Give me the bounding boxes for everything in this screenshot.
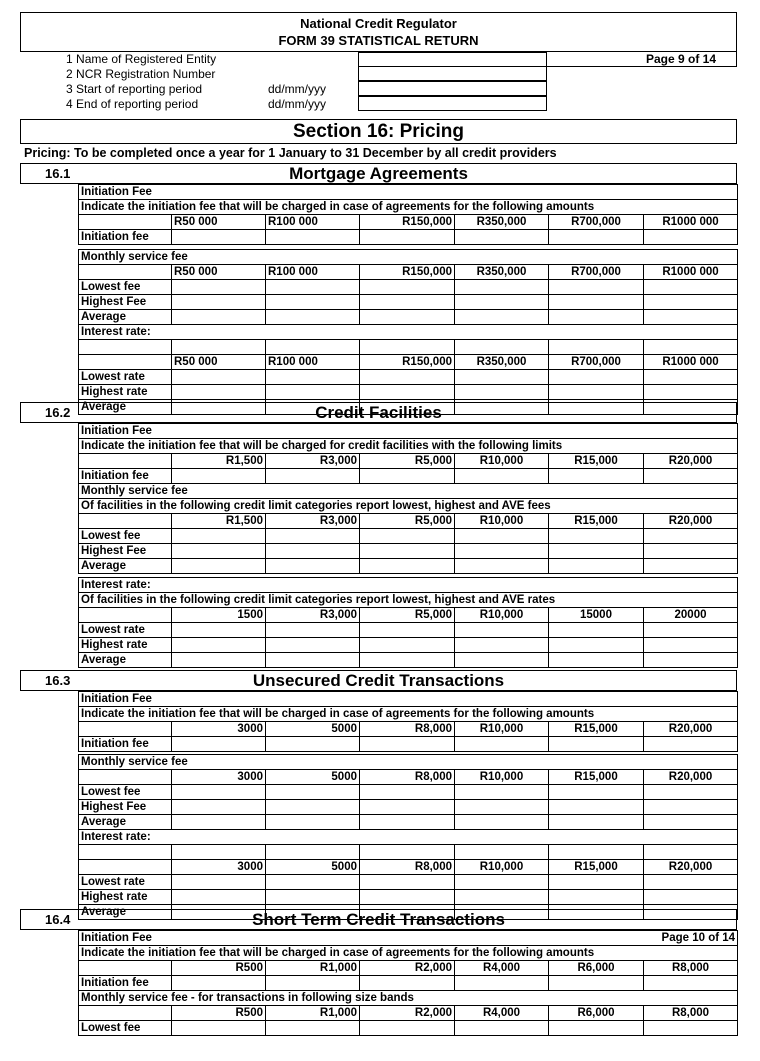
input-cell[interactable] xyxy=(172,230,266,245)
row-label: Average xyxy=(79,905,172,920)
input-cell[interactable] xyxy=(549,800,644,815)
input-cell[interactable] xyxy=(172,1021,266,1036)
input-cell[interactable] xyxy=(360,295,455,310)
input-cell[interactable] xyxy=(455,385,549,400)
col-header: R20,000 xyxy=(644,770,738,785)
col-header: 3000 xyxy=(172,860,266,875)
col-header: R15,000 xyxy=(549,722,644,737)
col-header: 1500 xyxy=(172,608,266,623)
col-header: R5,000 xyxy=(360,514,455,529)
input-cell[interactable] xyxy=(455,529,549,544)
col-header: R8,000 xyxy=(644,961,738,976)
subsection-number: 16.1 xyxy=(45,166,71,181)
input-cell[interactable] xyxy=(549,280,644,295)
row-label: Lowest fee xyxy=(79,280,172,295)
input-cell[interactable] xyxy=(172,544,266,559)
input-cell[interactable] xyxy=(455,875,549,890)
subsection-title: Short Term Credit Transactions xyxy=(252,910,505,929)
input-cell[interactable] xyxy=(360,310,455,325)
init-fee-heading: Initiation Fee xyxy=(79,692,738,707)
input-cell[interactable] xyxy=(172,737,266,752)
input-cell[interactable] xyxy=(360,737,455,752)
input-cell[interactable] xyxy=(549,310,644,325)
input-cell[interactable] xyxy=(549,295,644,310)
input-cell[interactable] xyxy=(172,280,266,295)
input-cell[interactable] xyxy=(549,559,644,574)
subsection-title: Mortgage Agreements xyxy=(289,164,468,183)
start-period-field[interactable] xyxy=(358,81,547,96)
input-cell[interactable] xyxy=(455,653,549,668)
input-cell[interactable] xyxy=(455,815,549,830)
input-cell[interactable] xyxy=(266,875,360,890)
input-cell[interactable] xyxy=(266,1021,360,1036)
page-number-top xyxy=(547,52,737,67)
input-cell[interactable] xyxy=(455,785,549,800)
col-header: 5000 xyxy=(266,722,360,737)
interest-heading: Interest rate: xyxy=(79,578,738,593)
row-label: Average xyxy=(79,815,172,830)
col-header: R8,000 xyxy=(360,770,455,785)
input-cell[interactable] xyxy=(172,653,266,668)
col-header: 5000 xyxy=(266,770,360,785)
input-cell[interactable] xyxy=(172,890,266,905)
input-cell[interactable] xyxy=(360,800,455,815)
input-cell[interactable] xyxy=(549,653,644,668)
row-label: Average xyxy=(79,653,172,668)
input-cell[interactable] xyxy=(266,800,360,815)
input-cell[interactable] xyxy=(172,295,266,310)
row-label: Lowest fee xyxy=(79,1021,172,1036)
input-cell[interactable] xyxy=(360,890,455,905)
col-header: R150,000 xyxy=(360,215,455,230)
col-header: R4,000 xyxy=(455,1006,549,1021)
input-cell[interactable] xyxy=(172,800,266,815)
input-cell[interactable] xyxy=(549,785,644,800)
subsection-number: 16.3 xyxy=(45,673,71,688)
section-instruction: Pricing: To be completed once a year for 1 January to 31 December by all credit providers xyxy=(24,146,557,160)
init-fee-instructions: Indicate the initiation fee that will be charged in case of agreements for the following amounts xyxy=(79,200,738,215)
input-cell[interactable] xyxy=(266,785,360,800)
end-period-field[interactable] xyxy=(358,96,547,111)
init-fee-heading: Initiation Fee xyxy=(79,424,738,439)
col-header: R700,000 xyxy=(549,355,644,370)
row-label: Highest Fee xyxy=(79,800,172,815)
section-title-box xyxy=(20,119,737,144)
input-cell[interactable] xyxy=(549,469,644,484)
field-label: Start of reporting period xyxy=(76,82,203,96)
col-header: R50 000 xyxy=(172,265,266,280)
input-cell[interactable] xyxy=(266,295,360,310)
col-header: R2,000 xyxy=(360,1006,455,1021)
col-header: R700,000 xyxy=(549,215,644,230)
row-label: Initiation fee xyxy=(79,976,172,991)
row-label: Lowest fee xyxy=(79,529,172,544)
monthly-fee-note: Of facilities in the following credit limit categories report lowest, highest and AVE fees xyxy=(79,499,738,514)
input-cell[interactable] xyxy=(266,385,360,400)
input-cell[interactable] xyxy=(549,544,644,559)
input-cell[interactable] xyxy=(455,890,549,905)
page-number-mid: Page 10 of 14 xyxy=(549,931,738,946)
row-label: Average xyxy=(79,310,172,325)
row-label: Highest rate xyxy=(79,890,172,905)
row-label: Initiation fee xyxy=(79,737,172,752)
interest-note: Of facilities in the following credit limit categories report lowest, highest and AVE rates xyxy=(79,593,738,608)
col-header: 15000 xyxy=(549,608,644,623)
col-header: R15,000 xyxy=(549,860,644,875)
input-cell[interactable] xyxy=(360,976,455,991)
form-header xyxy=(20,12,737,52)
entity-name-field[interactable] xyxy=(358,52,547,67)
input-cell[interactable] xyxy=(644,815,738,830)
col-header: R8,000 xyxy=(644,1006,738,1021)
input-cell[interactable] xyxy=(266,653,360,668)
section-title: Section 16: Pricing xyxy=(292,121,465,142)
col-header: R10,000 xyxy=(455,860,549,875)
col-header: R1000 000 xyxy=(644,215,738,230)
interest-heading: Interest rate: xyxy=(79,830,738,845)
input-cell[interactable] xyxy=(360,1021,455,1036)
input-cell[interactable] xyxy=(360,653,455,668)
input-cell[interactable] xyxy=(549,890,644,905)
col-header: R150,000 xyxy=(360,355,455,370)
input-cell[interactable] xyxy=(549,976,644,991)
form-name: FORM 39 STATISTICAL RETURN xyxy=(278,33,479,48)
row-label: Average xyxy=(79,400,172,415)
col-header: R5,000 xyxy=(360,454,455,469)
col-header: 5000 xyxy=(266,860,360,875)
input-cell[interactable] xyxy=(644,800,738,815)
input-cell[interactable] xyxy=(360,623,455,638)
field-2 xyxy=(66,67,356,82)
input-cell[interactable] xyxy=(266,544,360,559)
input-cell[interactable] xyxy=(644,280,738,295)
input-cell[interactable] xyxy=(644,529,738,544)
row-label: Lowest rate xyxy=(79,623,172,638)
org-name: National Credit Regulator xyxy=(300,16,457,31)
col-header: R350,000 xyxy=(455,215,549,230)
input-cell[interactable] xyxy=(172,875,266,890)
col-header: R8,000 xyxy=(360,860,455,875)
input-cell[interactable] xyxy=(266,559,360,574)
init-fee-instructions: Indicate the initiation fee that will be charged in case of agreements for the following amounts xyxy=(79,707,738,722)
input-cell[interactable] xyxy=(360,638,455,653)
col-header: R20,000 xyxy=(644,722,738,737)
input-cell[interactable] xyxy=(455,976,549,991)
input-cell[interactable] xyxy=(266,529,360,544)
col-header: R20,000 xyxy=(644,860,738,875)
col-header: R6,000 xyxy=(549,961,644,976)
input-cell[interactable] xyxy=(455,230,549,245)
short-term-credit-table xyxy=(78,930,737,1036)
input-cell[interactable] xyxy=(266,890,360,905)
col-header: R350,000 xyxy=(455,355,549,370)
input-cell[interactable] xyxy=(172,785,266,800)
subsection-header-16-2 xyxy=(20,402,737,423)
col-header: R100 000 xyxy=(266,265,360,280)
col-header: R5,000 xyxy=(360,608,455,623)
input-cell[interactable] xyxy=(549,529,644,544)
col-header: R20,000 xyxy=(644,454,738,469)
input-cell[interactable] xyxy=(360,385,455,400)
input-cell[interactable] xyxy=(266,280,360,295)
init-fee-instructions: Indicate the initiation fee that will be charged in case of agreements for the following amounts xyxy=(79,946,738,961)
input-cell[interactable] xyxy=(644,875,738,890)
input-cell[interactable] xyxy=(172,310,266,325)
input-cell[interactable] xyxy=(644,385,738,400)
col-header: R1,000 xyxy=(266,961,360,976)
input-cell[interactable] xyxy=(455,370,549,385)
row-label: Initiation fee xyxy=(79,230,172,245)
input-cell[interactable] xyxy=(644,370,738,385)
unsecured-credit-table xyxy=(78,691,737,920)
input-cell[interactable] xyxy=(644,544,738,559)
input-cell[interactable] xyxy=(455,559,549,574)
col-header: R10,000 xyxy=(455,722,549,737)
col-header: R10,000 xyxy=(455,514,549,529)
input-cell[interactable] xyxy=(172,815,266,830)
registration-number-field[interactable] xyxy=(358,66,547,81)
col-header: 20000 xyxy=(644,608,738,623)
row-label: Highest rate xyxy=(79,638,172,653)
date-hint-end: dd/mm/yyy xyxy=(268,97,327,111)
field-num: 3 xyxy=(66,82,73,96)
input-cell[interactable] xyxy=(644,295,738,310)
input-cell[interactable] xyxy=(360,469,455,484)
input-cell[interactable] xyxy=(549,1021,644,1036)
field-label: End of reporting period xyxy=(76,97,199,111)
col-header: R3,000 xyxy=(266,608,360,623)
input-cell[interactable] xyxy=(266,737,360,752)
page-number-text: Page 9 of 14 xyxy=(645,52,716,66)
input-cell[interactable] xyxy=(266,976,360,991)
row-label: Lowest fee xyxy=(79,785,172,800)
row-label: Lowest rate xyxy=(79,875,172,890)
subsection-title: Unsecured Credit Transactions xyxy=(252,671,505,690)
mortgage-table xyxy=(78,184,737,415)
input-cell[interactable] xyxy=(360,785,455,800)
input-cell[interactable] xyxy=(455,800,549,815)
input-cell[interactable] xyxy=(360,370,455,385)
input-cell[interactable] xyxy=(455,737,549,752)
field-num: 4 xyxy=(66,97,73,111)
input-cell[interactable] xyxy=(644,1021,738,1036)
col-header: R6,000 xyxy=(549,1006,644,1021)
init-fee-instructions: Indicate the initiation fee that will be charged for credit facilities with the following limits xyxy=(79,439,738,454)
input-cell[interactable] xyxy=(455,469,549,484)
col-header: R3,000 xyxy=(266,454,360,469)
input-cell[interactable] xyxy=(644,623,738,638)
subsection-number: 16.4 xyxy=(45,912,71,927)
input-cell[interactable] xyxy=(455,544,549,559)
field-label: Name of Registered Entity xyxy=(76,52,217,66)
input-cell[interactable] xyxy=(360,559,455,574)
col-header: 3000 xyxy=(172,770,266,785)
input-cell[interactable] xyxy=(266,638,360,653)
col-header: R8,000 xyxy=(360,722,455,737)
input-cell[interactable] xyxy=(455,280,549,295)
credit-facilities-table xyxy=(78,423,737,668)
input-cell[interactable] xyxy=(644,976,738,991)
col-header: R100 000 xyxy=(266,355,360,370)
input-cell[interactable] xyxy=(549,623,644,638)
input-cell[interactable] xyxy=(172,638,266,653)
interest-heading: Interest rate: xyxy=(79,325,738,340)
input-cell[interactable] xyxy=(266,623,360,638)
subsection-header-16-3 xyxy=(20,670,737,691)
col-header: R20,000 xyxy=(644,514,738,529)
input-cell[interactable] xyxy=(644,559,738,574)
input-cell[interactable] xyxy=(644,469,738,484)
input-cell[interactable] xyxy=(644,310,738,325)
col-header: R15,000 xyxy=(549,770,644,785)
input-cell[interactable] xyxy=(172,529,266,544)
row-label: Lowest rate xyxy=(79,370,172,385)
init-fee-heading: Initiation Fee xyxy=(79,931,549,946)
input-cell[interactable] xyxy=(644,890,738,905)
field-1 xyxy=(66,52,356,67)
input-cell[interactable] xyxy=(360,230,455,245)
col-header: R4,000 xyxy=(455,961,549,976)
input-cell[interactable] xyxy=(266,310,360,325)
input-cell[interactable] xyxy=(644,785,738,800)
col-header: R1,500 xyxy=(172,454,266,469)
col-header: R10,000 xyxy=(455,770,549,785)
init-fee-heading: Initiation Fee xyxy=(79,185,738,200)
input-cell[interactable] xyxy=(644,737,738,752)
input-cell[interactable] xyxy=(266,370,360,385)
input-cell[interactable] xyxy=(644,230,738,245)
col-header: R50 000 xyxy=(172,355,266,370)
input-cell[interactable] xyxy=(455,295,549,310)
input-cell[interactable] xyxy=(172,559,266,574)
col-header: R1000 000 xyxy=(644,265,738,280)
input-cell[interactable] xyxy=(172,370,266,385)
input-cell[interactable] xyxy=(360,544,455,559)
col-header: R10,000 xyxy=(455,608,549,623)
input-cell[interactable] xyxy=(266,469,360,484)
field-num: 1 xyxy=(66,52,73,66)
subsection-header-16-1 xyxy=(20,163,737,184)
input-cell[interactable] xyxy=(549,737,644,752)
monthly-fee-heading: Monthly service fee xyxy=(79,755,738,770)
input-cell[interactable] xyxy=(266,815,360,830)
monthly-fee-heading: Monthly service fee - for transactions in following size bands xyxy=(79,991,738,1006)
col-header: R100 000 xyxy=(266,215,360,230)
row-label: Highest Fee xyxy=(79,295,172,310)
col-header: R1,500 xyxy=(172,514,266,529)
col-header: R350,000 xyxy=(455,265,549,280)
col-header: R50 000 xyxy=(172,215,266,230)
col-header: 3000 xyxy=(172,722,266,737)
input-cell[interactable] xyxy=(549,385,644,400)
row-label: Average xyxy=(79,559,172,574)
row-label: Highest Fee xyxy=(79,544,172,559)
date-hint-start: dd/mm/yyy xyxy=(268,82,327,96)
subsection-number: 16.2 xyxy=(45,405,71,420)
input-cell[interactable] xyxy=(644,653,738,668)
monthly-fee-heading: Monthly service fee xyxy=(79,250,738,265)
input-cell[interactable] xyxy=(644,638,738,653)
col-header: R1,000 xyxy=(266,1006,360,1021)
input-cell[interactable] xyxy=(549,815,644,830)
input-cell[interactable] xyxy=(172,385,266,400)
input-cell[interactable] xyxy=(455,623,549,638)
subsection-header-16-4 xyxy=(20,909,737,930)
row-label: Initiation fee xyxy=(79,469,172,484)
col-header: R2,000 xyxy=(360,961,455,976)
input-cell[interactable] xyxy=(172,469,266,484)
col-header: R700,000 xyxy=(549,265,644,280)
input-cell[interactable] xyxy=(455,638,549,653)
col-header: R500 xyxy=(172,1006,266,1021)
col-header: R15,000 xyxy=(549,514,644,529)
input-cell[interactable] xyxy=(360,815,455,830)
input-cell[interactable] xyxy=(172,976,266,991)
col-header: R10,000 xyxy=(455,454,549,469)
field-num: 2 xyxy=(66,67,73,81)
input-cell[interactable] xyxy=(360,280,455,295)
input-cell[interactable] xyxy=(172,623,266,638)
field-label: NCR Registration Number xyxy=(76,67,216,81)
input-cell[interactable] xyxy=(455,310,549,325)
subsection-title: Credit Facilities xyxy=(315,403,442,422)
input-cell[interactable] xyxy=(360,875,455,890)
input-cell[interactable] xyxy=(360,529,455,544)
input-cell[interactable] xyxy=(549,875,644,890)
input-cell[interactable] xyxy=(266,230,360,245)
col-header: R150,000 xyxy=(360,265,455,280)
col-header: R1000 000 xyxy=(644,355,738,370)
monthly-fee-heading: Monthly service fee xyxy=(79,484,738,499)
input-cell[interactable] xyxy=(455,1021,549,1036)
col-header: R500 xyxy=(172,961,266,976)
row-label: Highest rate xyxy=(79,385,172,400)
col-header: R15,000 xyxy=(549,454,644,469)
input-cell[interactable] xyxy=(549,638,644,653)
input-cell[interactable] xyxy=(549,370,644,385)
input-cell[interactable] xyxy=(549,230,644,245)
col-header: R3,000 xyxy=(266,514,360,529)
